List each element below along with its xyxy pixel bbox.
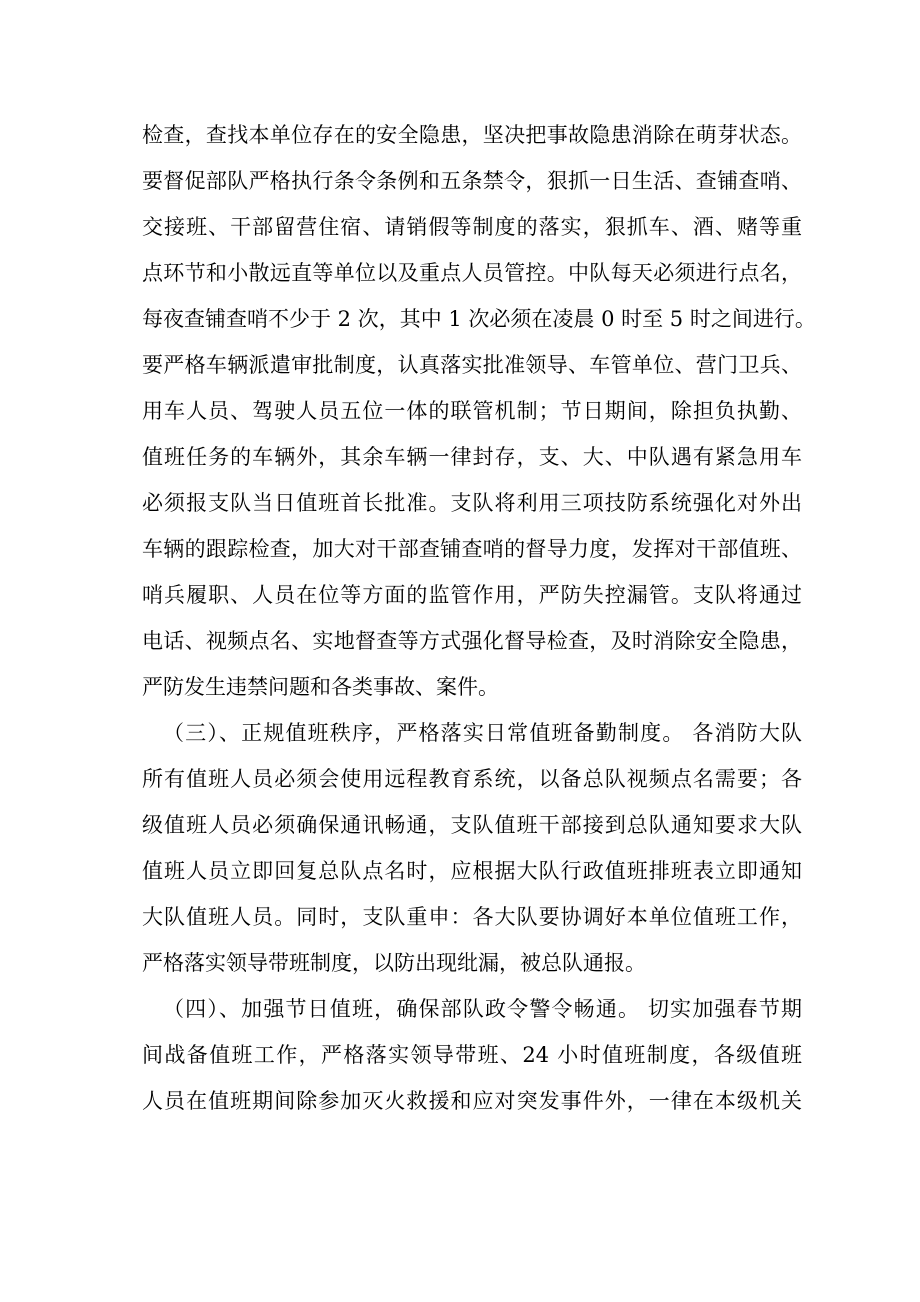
text-line: 必须报支队当日值班首长批准。支队将利用三项技防系统强化对外出 (142, 491, 802, 515)
text-line: 每夜查铺查哨不少于 2 次，其中 1 次必须在凌晨 0 时至 5 时之间进行。 (142, 307, 816, 331)
text-line: 严格落实领导带班制度，以防出现纰漏，被总队通报。 (142, 951, 646, 975)
text-line: 电话、视频点名、实地督查等方式强化督导检查，及时消除安全隐患， (142, 629, 802, 653)
text-line: 人员在值班期间除参加灭火救援和应对突发事件外，一律在本级机关 (142, 1089, 802, 1113)
text-line: 要严格车辆派遣审批制度，认真落实批准领导、车管单位、营门卫兵、 (142, 353, 802, 377)
text-line: 间战备值班工作，严格落实领导带班、24 小时值班制度，各级值班 (142, 1043, 802, 1067)
text-line: 所有值班人员必须会使用远程教育系统，以备总队视频点名需要；各 (142, 767, 802, 791)
text-line: 级值班人员必须确保通讯畅通，支队值班干部接到总队通知要求大队 (142, 813, 802, 837)
document-body (142, 112, 816, 1124)
text-line: 值班任务的车辆外，其余车辆一律封存，支、大、中队遇有紧急用车 (142, 445, 802, 469)
text-line: 检查，查找本单位存在的安全隐患，坚决把事故隐患消除在萌芽状态。 (142, 123, 802, 147)
text-line: 哨兵履职、人员在位等方面的监管作用，严防失控漏管。支队将通过 (142, 583, 802, 607)
text-line: 车辆的跟踪检查，加大对干部查铺查哨的督导力度，发挥对干部值班、 (142, 537, 802, 561)
text-line: 严防发生违禁问题和各类事故、案件。 (142, 675, 499, 699)
text-line: 点环节和小散远直等单位以及重点人员管控。中队每天必须进行点名， (142, 261, 802, 285)
section-heading-line: （四）、加强节日值班，确保部队政令警令畅通。 切实加强春节期 (163, 997, 802, 1021)
section-heading-line: （三）、正规值班秩序，严格落实日常值班备勤制度。 各消防大队 (163, 721, 802, 745)
text-line: 大队值班人员。同时，支队重申：各大队要协调好本单位值班工作， (142, 905, 802, 929)
text-line: 用车人员、驾驶人员五位一体的联管机制；节日期间，除担负执勤、 (142, 399, 802, 423)
text-line: 交接班、干部留营住宿、请销假等制度的落实，狠抓车、酒、赌等重 (142, 215, 802, 239)
text-line: 要督促部队严格执行条令条例和五条禁令，狠抓一日生活、查铺查哨、 (142, 169, 802, 193)
text-line: 值班人员立即回复总队点名时，应根据大队行政值班排班表立即通知 (142, 859, 802, 883)
